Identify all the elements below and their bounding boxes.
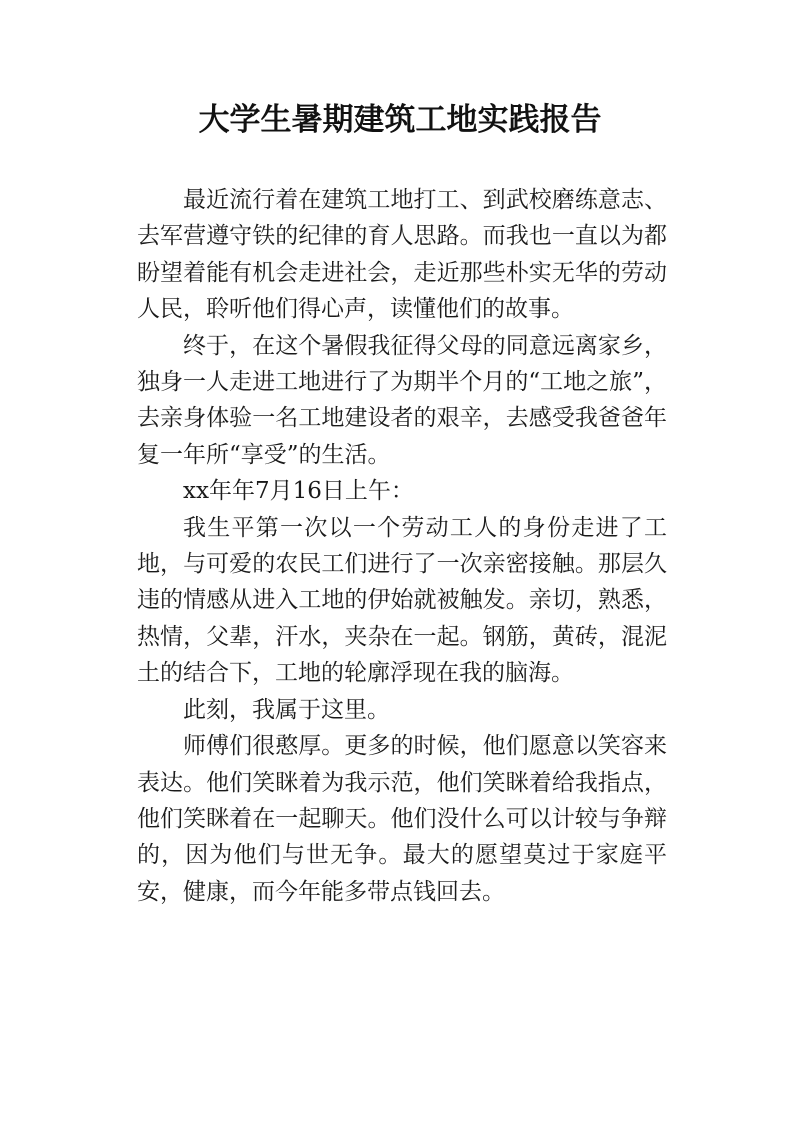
paragraph: 我生平第一次以一个劳动工人的身份走进了工地，与可爱的农民工们进行了一次亲密接触。那层久违的情感从进入工地的伊始就被触发。亲切，熟悉，热情，父辈，汗水，夹杂在一起。钢筋，黄砖，混泥土的结合下，工地的轮廓浮现在我的脑海。 bbox=[137, 514, 667, 687]
paragraph: 师傅们很憨厚。更多的时候，他们愿意以笑容来表达。他们笑眯着为我示范，他们笑眯着给我指点，他们笑眯着在一起聊天。他们没什么可以计较与争辩的，因为他们与世无争。最大的愿望莫过于家庭平安，健康，而今年能多带点钱回去。 bbox=[137, 733, 667, 905]
document-body bbox=[137, 182, 667, 910]
paragraph: 终于，在这个暑假我征得父母的同意远离家乡，独身一人走进工地进行了为期半个月的“工地之旅”，去亲身体验一名工地建设者的艰辛，去感受我爸爸年复一年所“享受”的生活。 bbox=[137, 332, 667, 468]
paragraph: 此刻，我属于这里。 bbox=[183, 696, 390, 723]
paragraph-date: xx年年7月16日上午： bbox=[183, 478, 414, 505]
document-title: 大学生暑期建筑工地实践报告 bbox=[198, 102, 602, 138]
paragraph: 最近流行着在建筑工地打工、到武校磨练意志、去军营遵守铁的纪律的育人思路。而我也一直以为都盼望着能有机会走进社会，走近那些朴实无华的劳动人民，聆听他们得心声，读懂他们的故事。 bbox=[137, 187, 667, 323]
